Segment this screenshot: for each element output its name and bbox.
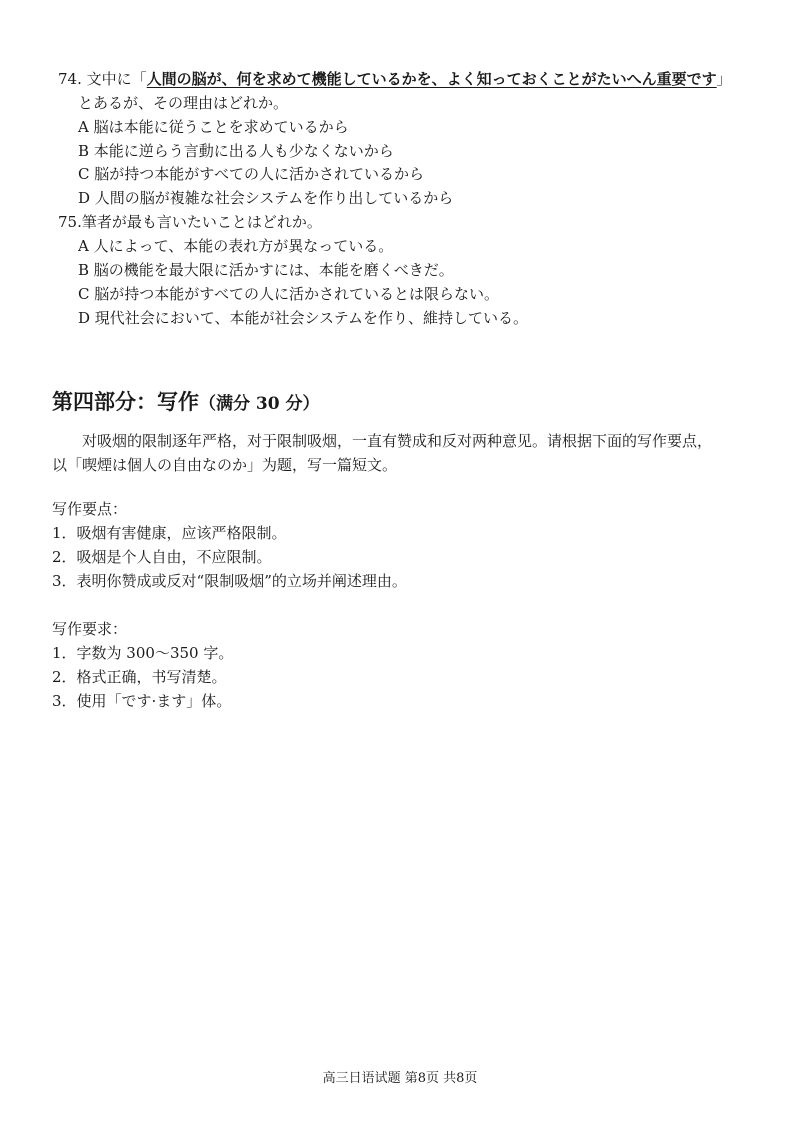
writing-requirement-2: 2．格式正确，书写清楚。 [52,668,227,686]
q74-suffix: 」 [716,70,732,88]
q75-option-d: D 現代社会において、本能が社会システムを作り、維持している。 [78,309,528,327]
writing-requirement-1: 1．字数为 300～350 字。 [52,644,234,662]
q74-option-c: C 脳が持つ本能がすべての人に活かされているから [78,165,424,183]
writing-requirement-3: 3．使用「です·ます」体。 [52,692,232,710]
q75-option-a: A 人によって、本能の表れ方が異なっている。 [78,237,394,255]
q74-number: 74. [58,70,82,88]
q74-stem [58,68,732,90]
writing-point-3: 3．表明你赞成或反对“限制吸烟”的立场并阐述理由。 [52,572,407,590]
q74-option-b: B 本能に逆らう言動に出る人も少なくないから [78,142,394,160]
q75-stem-text: 筆者が最も言いたいことはどれか。 [81,213,322,231]
writing-points-heading: 写作要点： [52,500,128,518]
q75-stem [58,211,322,233]
q75-option-b: B 脳の機能を最大限に活かすには、本能を磨くべきだ。 [78,261,454,279]
writing-point-1: 1．吸烟有害健康，应该严格限制。 [52,524,287,542]
section4-intro-line2: 以「喫煙は個人の自由なのか」为题，写一篇短文。 [52,456,398,474]
writing-requirements-heading: 写作要求： [52,620,128,638]
q75-option-c: C 脳が持つ本能がすべての人に活かされているとは限らない。 [78,285,499,303]
page-footer: 高三日语试题 第8页 共8页 [322,1071,478,1086]
q74-continuation: とあるが、その理由はどれか。 [78,94,289,112]
q74-prefix: 文中に「 [86,70,147,88]
q75-number: 75. [58,213,82,231]
writing-point-2: 2．吸烟是个人自由，不应限制。 [52,548,272,566]
section4-intro-line1: 对吸烟的限制逐年严格，对于限制吸烟，一直有赞成和反对两种意见。请根据下面的写作要点， [82,432,713,450]
q74-option-a: A 脳は本能に従うことを求めているから [78,118,349,136]
q74-option-d: D 人間の脳が複雑な社会システムを作り出しているから [78,189,454,207]
q74-quote: 人間の脳が、何を求めて機能しているかを、よく知っておくことがたいへん重要です [146,70,717,88]
section4-title-text: 第四部分：写作 [52,389,199,414]
section4-title [52,388,320,418]
section4-subtitle: （满分 30 分） [199,394,320,414]
